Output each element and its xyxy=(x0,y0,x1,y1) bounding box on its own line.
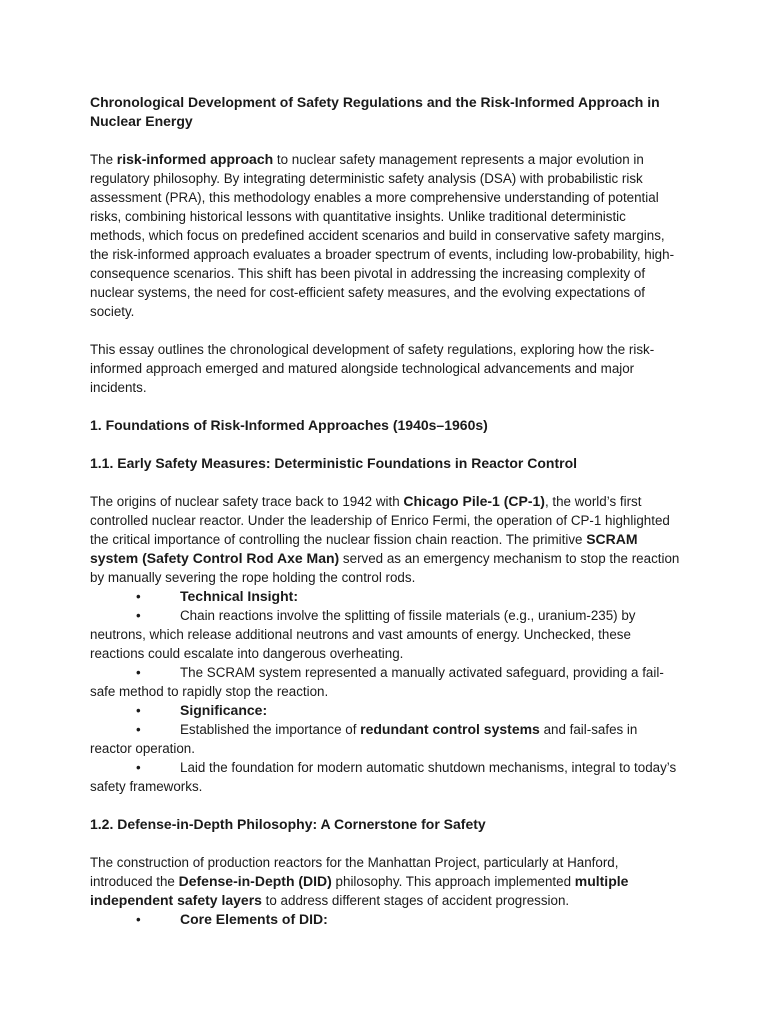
bold-term: Chicago Pile-1 (CP-1) xyxy=(403,493,545,509)
subsection-heading-1-1: 1.1. Early Safety Measures: Deterministic Foundations in Reactor Control xyxy=(90,455,578,471)
bold-term: risk-informed approach xyxy=(116,151,274,167)
document-body xyxy=(90,93,680,929)
subsection-heading-1-2: 1.2. Defense-in-Depth Philosophy: A Cornerstone for Safety xyxy=(90,816,486,832)
bullet-core-elements: • Core Elements of DID: xyxy=(136,911,328,927)
bullet-icon: • xyxy=(136,608,141,623)
bold-term: multiple independent safety layers xyxy=(90,873,629,908)
bold-term: Defense-in-Depth (DID) xyxy=(178,873,332,889)
bold-term: redundant control systems xyxy=(360,721,540,737)
paragraph-defense-in-depth: The construction of production reactors for the Manhattan Project, particularly at Hanford, introduced the Defense-in-Depth (DID) philosophy. This approach implemented multiple independent safety layers to address different stages of accident progression. xyxy=(90,855,629,908)
bullet-item: • The SCRAM system represented a manually activated safeguard, providing a fail-safe method to rapidly stop the reaction. xyxy=(90,665,664,699)
bullet-icon: • xyxy=(136,912,141,927)
document-title: Chronological Development of Safety Regulations and the Risk-Informed Approach in Nuclear Energy xyxy=(90,94,660,129)
bullet-item: • Established the importance of redundant control systems and fail-safes in reactor operation. xyxy=(90,721,638,756)
intro-paragraph-1: The risk-informed approach to nuclear safety management represents a major evolution in regulatory philosophy. By integrating deterministic safety analysis (DSA) with probabilistic risk assessment (PRA), this methodology enables a more comprehensive understanding of potential risks, combining historical lessons with quantitative insights. Unlike traditional deterministic methods, which focus on predefined accident scenarios and build in conservative safety margins, the risk-informed approach evaluates a broader spectrum of events, including low-probability, high-consequence scenarios. This shift has been pivotal in addressing the increasing complexity of nuclear systems, the need for cost-efficient safety measures, and the evolving expectations of society. xyxy=(90,151,675,319)
bullet-icon: • xyxy=(136,589,141,604)
intro-paragraph-2: This essay outlines the chronological development of safety regulations, exploring how the risk-informed approach emerged and matured alongside technological advancements and major incidents. xyxy=(90,342,655,395)
bold-term: SCRAM system (Safety Control Rod Axe Man) xyxy=(90,531,638,566)
bullet-technical-insight: • Technical Insight: xyxy=(136,588,298,604)
bullet-item: • Laid the foundation for modern automatic shutdown mechanisms, integral to today’s safety frameworks. xyxy=(90,760,677,794)
paragraph-early-safety: The origins of nuclear safety trace back to 1942 with Chicago Pile-1 (CP-1), the world’s first controlled nuclear reactor. Under the leadership of Enrico Fermi, the operation of CP-1 highlighted the critical importance of controlling the nuclear fission chain reaction. The primitive SCRAM system (Safety Control Rod Axe Man) served as an emergency mechanism to stop the reaction by manually severing the rope holding the control rods. xyxy=(90,493,680,585)
bullet-item: • Chain reactions involve the splitting of fissile materials (e.g., uranium-235) by neutrons, which release additional neutrons and vast amounts of energy. Unchecked, these reactions could escalate into dangerous overheating. xyxy=(90,608,636,661)
bullet-significance: • Significance: xyxy=(136,702,268,718)
bullet-icon: • xyxy=(136,760,141,775)
bullet-icon: • xyxy=(136,665,141,680)
bullet-icon: • xyxy=(136,722,141,737)
section-heading-1: 1. Foundations of Risk-Informed Approaches (1940s–1960s) xyxy=(90,417,488,433)
bullet-icon: • xyxy=(136,703,141,718)
